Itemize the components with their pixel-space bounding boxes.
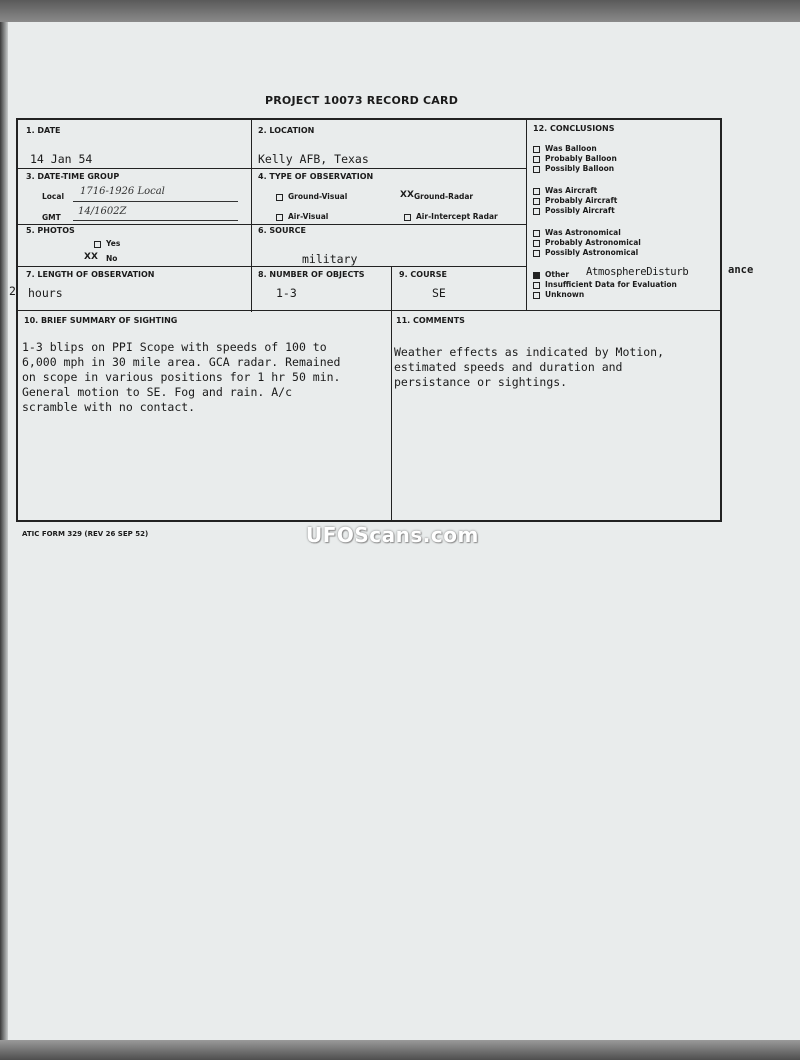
air-intercept-text: Air-Intercept Radar (416, 212, 498, 221)
source-label: 6. SOURCE (258, 226, 306, 235)
local-underline (73, 201, 238, 202)
date-label: 1. DATE (26, 126, 61, 135)
checkbox-icon (276, 194, 283, 201)
checkbox-icon (533, 272, 540, 279)
checkbox-icon (533, 188, 540, 195)
conclusion-possibly-astronomical (533, 248, 638, 257)
record-card (16, 118, 722, 522)
gmt-value: 14/1602Z (78, 206, 127, 217)
conclusion-text: Other (545, 270, 570, 279)
divider-row3 (18, 266, 526, 267)
course-label: 9. COURSE (399, 270, 447, 279)
course-value: SE (432, 286, 446, 300)
length-value: hours (28, 286, 63, 300)
divider-summary-comments (391, 310, 392, 522)
conclusion-text: Possibly Astronomical (545, 248, 639, 257)
checkbox-icon (533, 208, 540, 215)
conclusion-was-astronomical (533, 228, 621, 237)
form-number: ATIC FORM 329 (REV 26 SEP 52) (22, 530, 149, 538)
air-visual-option (276, 212, 328, 221)
other-value-overflow: ance (728, 264, 754, 276)
conclusion-other (533, 270, 569, 279)
comments-line: Weather effects as indicated by Motion, (394, 345, 665, 359)
conclusions-label: 12. CONCLUSIONS (533, 124, 615, 133)
conclusion-was-aircraft (533, 186, 597, 195)
location-value: Kelly AFB, Texas (258, 152, 369, 166)
watermark: UFOScans.com (306, 523, 479, 547)
local-value: 1716-1926 Local (80, 186, 165, 197)
divider-row2 (18, 224, 526, 225)
photos-yes-text: Yes (106, 239, 121, 248)
checkbox-icon (533, 198, 540, 205)
gmt-underline (73, 220, 238, 221)
checkbox-icon (533, 146, 540, 153)
ground-radar-check: XX (400, 190, 414, 200)
comments-label: 11. COMMENTS (396, 316, 465, 325)
photos-label: 5. PHOTOS (26, 226, 75, 235)
conclusion-text: Was Astronomical (545, 228, 621, 237)
conclusion-text: Possibly Aircraft (545, 206, 615, 215)
photos-yes-option (94, 239, 120, 248)
length-prefix: 2 (9, 284, 16, 298)
divider-conclusions (526, 120, 527, 310)
divider-objects-course (391, 266, 392, 310)
checkbox-icon (533, 240, 540, 247)
conclusion-text: Was Balloon (545, 144, 597, 153)
conclusion-insufficient (533, 280, 677, 289)
air-intercept-option (404, 212, 498, 221)
length-label: 7. LENGTH OF OBSERVATION (26, 270, 155, 279)
card-title: PROJECT 10073 RECORD CARD (265, 94, 459, 107)
comments-line: persistance or sightings. (394, 375, 568, 389)
other-value: AtmosphereDisturb (586, 266, 689, 278)
air-visual-text: Air-Visual (288, 212, 329, 221)
comments-line: estimated speeds and duration and (394, 360, 623, 374)
scan-left-edge (0, 22, 8, 1040)
summary-line: on scope in various positions for 1 hr 50 min. (22, 370, 341, 384)
summary-line: 1-3 blips on PPI Scope with speeds of 100 to (22, 340, 327, 354)
conclusion-text: Was Aircraft (545, 186, 598, 195)
summary-text (22, 340, 388, 415)
datetime-group-label: 3. DATE-TIME GROUP (26, 172, 120, 181)
observation-type-label: 4. TYPE OF OBSERVATION (258, 172, 374, 181)
local-label: Local (42, 192, 65, 201)
checkbox-icon (533, 292, 540, 299)
photos-no-option: No (106, 254, 118, 263)
checkbox-icon (276, 214, 283, 221)
checkbox-icon (404, 214, 411, 221)
location-label: 2. LOCATION (258, 126, 315, 135)
comments-text (394, 345, 720, 390)
checkbox-icon (94, 241, 101, 248)
divider-row4 (18, 310, 722, 311)
scan-bottom-edge (0, 1040, 800, 1060)
conclusion-probably-astronomical (533, 238, 641, 247)
ground-visual-text: Ground-Visual (288, 192, 348, 201)
checkbox-icon (533, 282, 540, 289)
conclusion-text: Probably Balloon (545, 154, 617, 163)
divider-left-right (251, 120, 252, 312)
conclusion-possibly-aircraft (533, 206, 615, 215)
conclusion-probably-aircraft (533, 196, 617, 205)
summary-line: 6,000 mph in 30 mile area. GCA radar. Remained (22, 355, 341, 369)
gmt-label: GMT (42, 213, 61, 222)
divider-row1 (18, 168, 526, 169)
conclusion-text: Probably Astronomical (545, 238, 641, 247)
checkbox-icon (533, 156, 540, 163)
summary-line: scramble with no contact. (22, 400, 196, 414)
conclusion-text: Unknown (545, 290, 585, 299)
summary-line: General motion to SE. Fog and rain. A/c (22, 385, 293, 399)
conclusion-unknown (533, 290, 584, 299)
conclusion-possibly-balloon (533, 164, 614, 173)
checkbox-icon (533, 230, 540, 237)
conclusion-text: Insufficient Data for Evaluation (545, 280, 677, 289)
scan-top-edge (0, 0, 800, 22)
checkbox-icon (533, 250, 540, 257)
photos-no-check: XX (84, 252, 98, 262)
ground-visual-option (276, 192, 347, 201)
objects-label: 8. NUMBER OF OBJECTS (258, 270, 365, 279)
ground-radar-option: Ground-Radar (414, 192, 474, 201)
conclusion-text: Possibly Balloon (545, 164, 615, 173)
source-value: military (302, 252, 358, 266)
conclusion-text: Probably Aircraft (545, 196, 618, 205)
conclusion-probably-balloon (533, 154, 617, 163)
date-value: 14 Jan 54 (30, 152, 93, 166)
objects-value: 1-3 (276, 286, 297, 300)
conclusion-was-balloon (533, 144, 597, 153)
summary-label: 10. BRIEF SUMMARY OF SIGHTING (24, 316, 178, 325)
checkbox-icon (533, 166, 540, 173)
